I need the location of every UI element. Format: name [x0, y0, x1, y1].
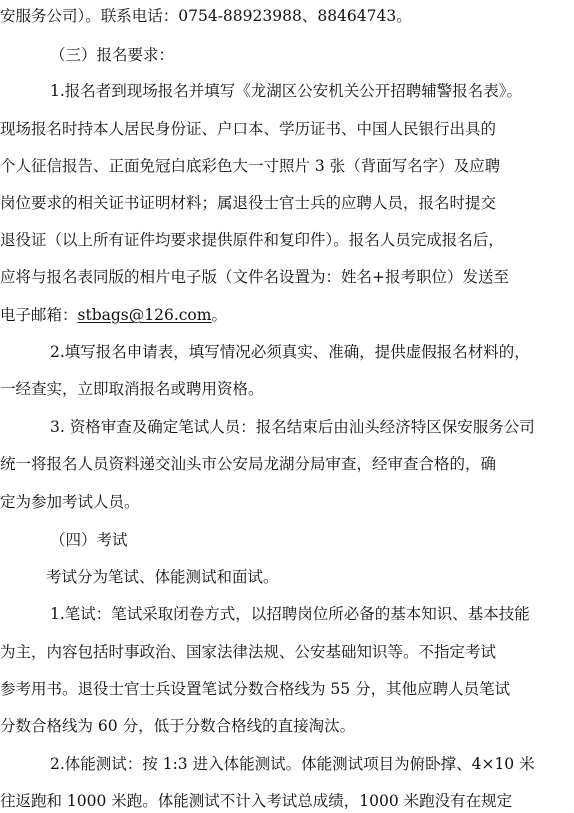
text-line: 应将与报名表同版的相片电子版（文件名设置为：姓名+报考职位）发送至 — [0, 268, 509, 286]
text-line: 考试分为笔试、体能测试和面试。 — [46, 568, 279, 586]
email-label: 电子邮箱： — [0, 306, 78, 324]
text-line: 现场报名时持本人居民身份证、户口本、学历证书、中国人民银行出具的 — [0, 120, 497, 138]
email-line — [0, 303, 574, 327]
text-line: 个人征信报告、正面免冠白底彩色大一寸照片 3 张（背面写名字）及应聘 — [0, 157, 501, 175]
email-suffix: 。 — [211, 306, 227, 324]
text-line: 一经查实，立即取消报名或聘用资格。 — [0, 380, 264, 398]
text-line: 2.填写报名申请表，填写情况必须真实、准确，提供虚假报名材料的， — [50, 343, 530, 361]
text-line: 参考用书。退役士官士兵设置笔试分数合格线为 55 分，其他应聘人员笔试 — [0, 680, 511, 698]
text-line: 岗位要求的相关证书证明材料；属退役士官士兵的应聘人员，报名时提交 — [0, 194, 497, 212]
text-line: 定为参加考试人员。 — [0, 493, 140, 511]
text-line: 1.报名者到现场报名并填写《龙湖区公安机关公开招聘辅警报名表》。 — [50, 82, 523, 100]
section-heading-registration-requirements: （三）报名要求： — [50, 46, 175, 64]
text-line: 1.笔试：笔试采取闭卷方式，以招聘岗位所必备的基本知识、基本技能 — [50, 605, 530, 623]
text-line: 往返跑和 1000 米跑。体能测试不计入考试总成绩，1000 米跑没有在规定 — [0, 792, 513, 810]
email-link[interactable]: stbags@126.com — [77, 306, 212, 324]
text-line: 为主，内容包括时事政治、国家法律法规、公安基础知识等。不指定考试 — [0, 643, 497, 661]
section-heading-exam: （四）考试 — [50, 531, 128, 549]
text-line: 统一将报名人员资料递交汕头市公安局龙湖分局审查，经审查合格的，确 — [0, 455, 497, 473]
text-line: 退役证（以上所有证件均要求提供原件和复印件）。报名人员完成报名后， — [0, 231, 504, 249]
text-line: 安服务公司）。联系电话：0754-88923988、88464743。 — [0, 7, 412, 25]
text-line: 分数合格线为 60 分，低于分数合格线的直接淘汰。 — [0, 717, 356, 735]
text-line: 2.体能测试：按 1:3 进入体能测试。体能测试项目为俯卧撑、4×10 米 — [50, 755, 535, 773]
text-line: 3. 资格审查及确定笔试人员：报名结束后由汕头经济特区保安服务公司 — [50, 418, 535, 436]
